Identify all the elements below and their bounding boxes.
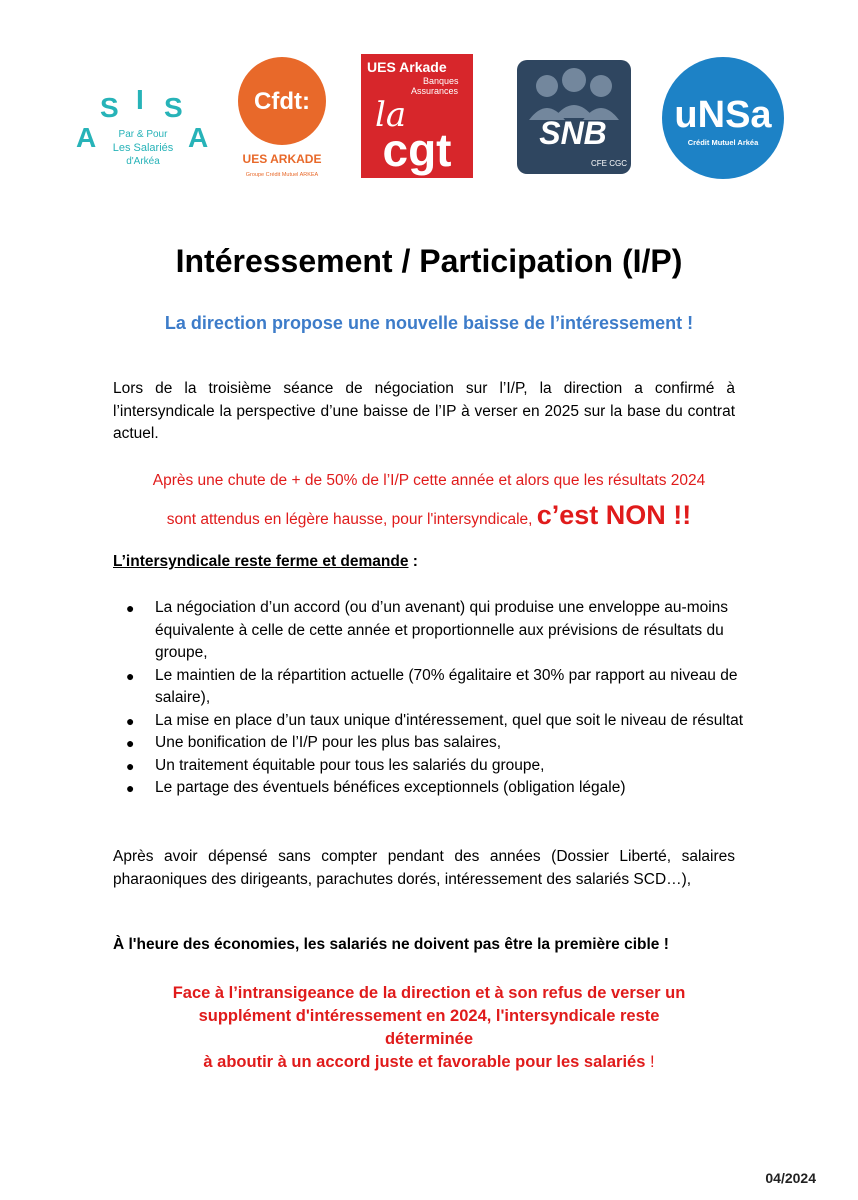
final-line-4: à aboutir à un accord juste et favorable pour les salariés <box>203 1053 646 1071</box>
cgt-name: cgt <box>382 124 452 176</box>
cgt-line-1: UES Arkade <box>367 59 447 75</box>
logo-bar <box>0 50 858 190</box>
asisa-line-3: d'Arkéa <box>126 156 160 167</box>
asisa-letter-3: I <box>136 85 144 115</box>
snb-logo <box>517 60 631 174</box>
alert-line-1: Après une chute de + de 50% de l’I/P cette année et alors que les résultats 2024 <box>152 472 706 489</box>
snb-name: SNB <box>539 115 607 151</box>
unsa-name: uNSa <box>674 94 772 136</box>
list-item-text: Un traitement équitable pour tous les salariés du groupe, <box>155 756 545 774</box>
cfdt-logo <box>232 55 332 185</box>
final-line-4-wrap <box>100 1051 758 1074</box>
bullet-icon: ● <box>126 667 135 684</box>
final-line-2: supplément d'intéressement en 2024, l'intersyndicale reste <box>198 1007 660 1025</box>
asisa-line-2: Les Salariés <box>112 142 174 154</box>
asisa-letter-2: S <box>100 92 119 123</box>
final-statement <box>100 982 758 1074</box>
cfdt-line-1: UES ARKADE <box>242 152 322 166</box>
document-date: 04/2024 <box>765 1170 816 1186</box>
list-item <box>113 597 753 665</box>
intro-paragraph: Lors de la troisième séance de négociation sur l’I/P, la direction a confirmé à l’intersyndicale la perspective d’une baisse de l’IP à verser en 2025 sur la base du contrat actuel. <box>113 380 735 442</box>
list-item-text: La négociation d’un accord (ou d’un avenant) qui produise une enveloppe au-moins équivalente à celle de cette année et proportionnelle aux prévisions de résultats du groupe, <box>155 599 729 661</box>
page-subtitle: La direction propose une nouvelle baisse de l’intéressement ! <box>164 313 694 333</box>
cgt-line-2: Banques <box>423 76 459 86</box>
demand-label: L’intersyndicale reste ferme et demande <box>113 553 409 570</box>
alert-emphasis: c’est NON !! <box>536 500 692 530</box>
asisa-logo <box>70 85 215 190</box>
alert-line-2 <box>100 498 758 532</box>
list-item <box>113 710 753 733</box>
demand-list <box>113 597 753 800</box>
final-line-1: Face à l’intransigeance de la direction et à son refus de verser un <box>172 984 686 1002</box>
asisa-line-1: Par & Pour <box>118 129 168 140</box>
asisa-letter-4: S <box>164 92 183 123</box>
list-item <box>113 732 753 755</box>
list-item-text: La mise en place d’un taux unique d'intéressement, quel que soit le niveau de résultat <box>155 711 744 729</box>
cgt-logo <box>361 54 473 178</box>
cgt-line-3: Assurances <box>411 86 459 96</box>
page-title: Intéressement / Participation (I/P) <box>175 243 683 279</box>
cfdt-line-2: Groupe Crédit Mutuel ARKEA <box>245 172 319 178</box>
unsa-sub: Crédit Mutuel Arkéa <box>687 138 759 147</box>
bullet-icon: ● <box>126 712 135 729</box>
economy-statement: À l'heure des économies, les salariés ne doivent pas être la première cible ! <box>113 936 669 953</box>
final-tail: ! <box>650 1053 655 1071</box>
unsa-logo <box>660 55 786 181</box>
list-item-text: Le maintien de la répartition actuelle (70% égalitaire et 30% par rapport au niveau de salaire), <box>155 666 738 706</box>
list-item <box>113 755 753 778</box>
list-item-text: Une bonification de l’I/P pour les plus bas salaires, <box>155 734 502 751</box>
bullet-icon: ● <box>126 780 135 796</box>
list-item-text: Le partage des éventuels bénéfices exceptionnels (obligation légale) <box>155 779 626 796</box>
spending-paragraph: Après avoir dépensé sans compter pendant des années (Dossier Liberté, salaires pharaoniques des dirigeants, parachutes dorés, intéressement des salariés SCD…), <box>113 848 735 888</box>
asisa-letter-1: A <box>76 122 97 153</box>
demand-suffix: : <box>408 553 418 570</box>
alert-line-2-text: sont attendus en légère hausse, pour l'intersyndicale, <box>166 511 533 528</box>
list-item <box>113 665 753 710</box>
list-item <box>113 777 753 800</box>
demand-heading <box>113 553 418 571</box>
cgt-script: la <box>375 95 407 135</box>
bullet-icon: ● <box>126 735 135 751</box>
snb-sub: CFE CGC <box>591 159 627 168</box>
final-line-3: déterminée <box>384 1030 474 1048</box>
bullet-icon: ● <box>126 600 135 616</box>
asisa-letter-5: A <box>188 122 209 153</box>
bullet-icon: ● <box>126 757 135 774</box>
cfdt-name: Cfdt: <box>254 88 310 115</box>
